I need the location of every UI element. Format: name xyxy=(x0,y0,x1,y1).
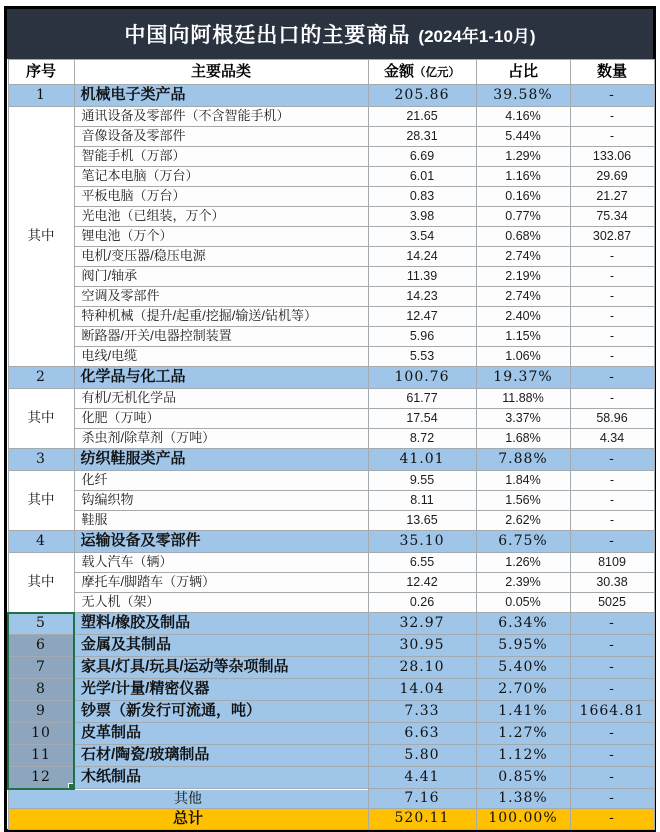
category-cell[interactable]: 智能手机（万部） xyxy=(74,147,368,167)
group-merged-cell[interactable]: 其中 xyxy=(8,553,74,613)
category-cell[interactable]: 金属及其制品 xyxy=(74,635,368,657)
category-cell[interactable]: 平板电脑（万台） xyxy=(74,187,368,207)
qty-cell[interactable]: - xyxy=(570,449,654,471)
sub-item-row xyxy=(8,511,654,531)
category-cell[interactable]: 化学品与化工品 xyxy=(74,367,368,389)
category-cell[interactable]: 锂电池（万个） xyxy=(74,227,368,247)
sub-item-row xyxy=(8,167,654,187)
amount-cell[interactable]: 6.01 xyxy=(368,167,476,187)
amount-cell[interactable]: 6.63 xyxy=(368,723,476,745)
share-cell[interactable]: 39.58% xyxy=(476,85,570,107)
category-cell[interactable]: 石材/陶瓷/玻璃制品 xyxy=(74,745,368,767)
amount-cell[interactable]: 205.86 xyxy=(368,85,476,107)
qty-cell[interactable]: - xyxy=(570,247,654,267)
share-cell[interactable]: 2.74% xyxy=(476,247,570,267)
sub-item-row xyxy=(8,267,654,287)
share-cell[interactable]: 3.37% xyxy=(476,409,570,429)
share-cell[interactable]: 6.34% xyxy=(476,613,570,635)
sub-item-row xyxy=(8,247,654,267)
sub-item-row xyxy=(8,207,654,227)
amount-cell[interactable]: 520.11 xyxy=(368,809,476,830)
amount-cell[interactable]: 100.76 xyxy=(368,367,476,389)
header-row xyxy=(8,60,654,85)
table-title-period: (2024年1-10月) xyxy=(418,26,536,46)
category-cell[interactable]: 塑料/橡胶及制品 xyxy=(74,613,368,635)
sub-item-row xyxy=(8,389,654,409)
sub-item-row xyxy=(8,287,654,307)
amount-cell[interactable]: 8.11 xyxy=(368,491,476,511)
category-cell[interactable]: 机械电子类产品 xyxy=(74,85,368,107)
amount-cell[interactable]: 0.26 xyxy=(368,593,476,613)
category-cell[interactable]: 杀虫剂/除草剂（万吨） xyxy=(74,429,368,449)
seq-cell[interactable]: 11 xyxy=(8,745,74,767)
category-cell[interactable]: 电机/变压器/稳压电源 xyxy=(74,247,368,267)
share-cell[interactable]: 4.16% xyxy=(476,107,570,127)
amount-cell[interactable]: 7.16 xyxy=(368,789,476,809)
share-cell[interactable]: 6.75% xyxy=(476,531,570,553)
spreadsheet-table-frame xyxy=(4,6,656,832)
share-cell[interactable]: 0.77% xyxy=(476,207,570,227)
amount-cell[interactable]: 17.54 xyxy=(368,409,476,429)
amount-cell[interactable]: 14.04 xyxy=(368,679,476,701)
seq-cell[interactable]: 4 xyxy=(8,531,74,553)
qty-cell[interactable]: - xyxy=(570,635,654,657)
share-cell[interactable]: 1.12% xyxy=(476,745,570,767)
share-cell[interactable]: 1.68% xyxy=(476,429,570,449)
amount-unit-label: （亿元） xyxy=(414,66,460,79)
share-cell[interactable]: 2.70% xyxy=(476,679,570,701)
qty-cell[interactable]: 29.69 xyxy=(570,167,654,187)
sub-item-row xyxy=(8,409,654,429)
seq-cell[interactable]: 5 xyxy=(8,613,74,635)
sub-item-row xyxy=(8,593,654,613)
qty-cell[interactable]: - xyxy=(570,511,654,531)
amount-cell[interactable]: 8.72 xyxy=(368,429,476,449)
col-header-qty[interactable]: 数量 xyxy=(570,60,654,85)
amount-cell[interactable]: 9.55 xyxy=(368,471,476,491)
share-cell[interactable]: 0.68% xyxy=(476,227,570,247)
amount-cell[interactable]: 28.10 xyxy=(368,657,476,679)
amount-cell[interactable]: 0.83 xyxy=(368,187,476,207)
share-cell[interactable]: 0.16% xyxy=(476,187,570,207)
seq-cell[interactable]: 8 xyxy=(8,679,74,701)
sub-item-row xyxy=(8,471,654,491)
qty-cell[interactable]: - xyxy=(570,767,654,789)
sub-item-row xyxy=(8,553,654,573)
qty-cell[interactable]: - xyxy=(570,809,654,830)
amount-cell[interactable]: 61.77 xyxy=(368,389,476,409)
category-cell[interactable]: 载人汽车（辆） xyxy=(74,553,368,573)
category-cell[interactable]: 摩托车/脚踏车（万辆） xyxy=(74,573,368,593)
qty-cell[interactable]: - xyxy=(570,789,654,809)
group-merged-cell[interactable]: 其中 xyxy=(8,471,74,531)
qty-cell[interactable]: - xyxy=(570,613,654,635)
category-cell[interactable]: 阀门/轴承 xyxy=(74,267,368,287)
total-row xyxy=(8,809,654,830)
category-cell[interactable]: 皮革制品 xyxy=(74,723,368,745)
qty-cell[interactable]: 21.27 xyxy=(570,187,654,207)
share-cell[interactable]: 1.41% xyxy=(476,701,570,723)
share-cell[interactable]: 0.05% xyxy=(476,593,570,613)
share-cell[interactable]: 1.15% xyxy=(476,327,570,347)
amount-cell[interactable]: 11.39 xyxy=(368,267,476,287)
col-header-seq[interactable]: 序号 xyxy=(8,60,74,85)
sub-item-row xyxy=(8,107,654,127)
amount-cell[interactable]: 4.41 xyxy=(368,767,476,789)
seq-cell[interactable]: 7 xyxy=(8,657,74,679)
qty-cell[interactable]: - xyxy=(570,657,654,679)
qty-cell[interactable]: 4.34 xyxy=(570,429,654,449)
qty-cell[interactable]: 75.34 xyxy=(570,207,654,227)
col-header-category[interactable]: 主要品类 xyxy=(74,60,368,85)
share-cell[interactable]: 1.84% xyxy=(476,471,570,491)
category-cell[interactable]: 鞋服 xyxy=(74,511,368,531)
category-cell[interactable]: 运输设备及零部件 xyxy=(74,531,368,553)
total-label-cell[interactable]: 总计 xyxy=(8,809,368,830)
category-cell[interactable]: 特种机械（提升/起重/挖掘/输送/钻机等） xyxy=(74,307,368,327)
category-cell[interactable]: 无人机（架） xyxy=(74,593,368,613)
category-row xyxy=(8,679,654,701)
category-cell[interactable]: 化纤 xyxy=(74,471,368,491)
amount-cell[interactable]: 14.23 xyxy=(368,287,476,307)
qty-cell[interactable]: - xyxy=(570,745,654,767)
amount-cell[interactable]: 12.42 xyxy=(368,573,476,593)
category-cell[interactable]: 化肥（万吨） xyxy=(74,409,368,429)
sub-item-row xyxy=(8,227,654,247)
share-cell[interactable]: 2.19% xyxy=(476,267,570,287)
seq-cell[interactable]: 10 xyxy=(8,723,74,745)
category-row xyxy=(8,85,654,107)
other-label-cell[interactable]: 其他 xyxy=(8,789,368,809)
category-cell[interactable]: 木纸制品 xyxy=(74,767,368,789)
category-cell[interactable]: 光学/计量/精密仪器 xyxy=(74,679,368,701)
amount-header-label: 金额 xyxy=(383,62,414,80)
share-cell[interactable]: 1.16% xyxy=(476,167,570,187)
amount-cell[interactable]: 32.97 xyxy=(368,613,476,635)
qty-cell[interactable]: - xyxy=(570,367,654,389)
qty-cell[interactable]: - xyxy=(570,347,654,367)
share-cell[interactable]: 11.88% xyxy=(476,389,570,409)
amount-cell[interactable]: 41.01 xyxy=(368,449,476,471)
export-table xyxy=(7,59,655,830)
category-row xyxy=(8,723,654,745)
sub-item-row xyxy=(8,429,654,449)
share-cell[interactable]: 2.74% xyxy=(476,287,570,307)
category-cell[interactable]: 笔记本电脑（万台） xyxy=(74,167,368,187)
category-cell[interactable]: 电线/电缆 xyxy=(74,347,368,367)
share-cell[interactable]: 5.44% xyxy=(476,127,570,147)
amount-cell[interactable]: 6.55 xyxy=(368,553,476,573)
share-cell[interactable]: 19.37% xyxy=(476,367,570,389)
qty-cell[interactable]: - xyxy=(570,531,654,553)
category-cell[interactable]: 光电池（已组装，万个） xyxy=(74,207,368,227)
amount-cell[interactable]: 3.98 xyxy=(368,207,476,227)
share-cell[interactable]: 100.00% xyxy=(476,809,570,830)
qty-cell[interactable]: - xyxy=(570,107,654,127)
amount-cell[interactable]: 14.24 xyxy=(368,247,476,267)
sub-item-row xyxy=(8,147,654,167)
category-row xyxy=(8,367,654,389)
category-cell[interactable]: 家具/灯具/玩具/运动等杂项制品 xyxy=(74,657,368,679)
seq-cell[interactable]: 2 xyxy=(8,367,74,389)
share-cell[interactable]: 5.40% xyxy=(476,657,570,679)
qty-cell[interactable]: - xyxy=(570,127,654,147)
qty-cell[interactable]: - xyxy=(570,389,654,409)
category-cell[interactable]: 音像设备及零部件 xyxy=(74,127,368,147)
qty-cell[interactable]: - xyxy=(570,723,654,745)
sub-item-row xyxy=(8,491,654,511)
category-cell[interactable]: 纺织鞋服类产品 xyxy=(74,449,368,471)
share-cell[interactable]: 1.38% xyxy=(476,789,570,809)
amount-cell[interactable]: 21.65 xyxy=(368,107,476,127)
qty-cell[interactable]: - xyxy=(570,491,654,511)
category-cell[interactable]: 钞票（新发行可流通，吨） xyxy=(74,701,368,723)
amount-cell[interactable]: 13.65 xyxy=(368,511,476,531)
share-cell[interactable]: 1.56% xyxy=(476,491,570,511)
qty-cell[interactable]: - xyxy=(570,471,654,491)
amount-cell[interactable]: 12.47 xyxy=(368,307,476,327)
amount-cell[interactable]: 30.95 xyxy=(368,635,476,657)
category-row xyxy=(8,531,654,553)
qty-cell[interactable]: 30.38 xyxy=(570,573,654,593)
sub-item-row xyxy=(8,187,654,207)
amount-cell[interactable]: 3.54 xyxy=(368,227,476,247)
amount-cell[interactable]: 5.96 xyxy=(368,327,476,347)
qty-cell[interactable]: 302.87 xyxy=(570,227,654,247)
qty-cell[interactable]: - xyxy=(570,85,654,107)
qty-cell[interactable]: - xyxy=(570,327,654,347)
share-cell[interactable]: 2.40% xyxy=(476,307,570,327)
sub-item-row xyxy=(8,573,654,593)
sub-item-row xyxy=(8,307,654,327)
other-row xyxy=(8,789,654,809)
table-title: 中国向阿根廷出口的主要商品 xyxy=(124,24,411,47)
category-row xyxy=(8,701,654,723)
share-cell[interactable]: 1.26% xyxy=(476,553,570,573)
qty-cell[interactable]: - xyxy=(570,307,654,327)
category-cell[interactable]: 断路器/开关/电器控制装置 xyxy=(74,327,368,347)
category-row xyxy=(8,449,654,471)
group-merged-cell[interactable]: 其中 xyxy=(8,107,74,367)
share-cell[interactable]: 2.62% xyxy=(476,511,570,531)
qty-cell[interactable]: - xyxy=(570,267,654,287)
category-cell[interactable]: 空调及零部件 xyxy=(74,287,368,307)
qty-cell[interactable]: 133.06 xyxy=(570,147,654,167)
amount-cell[interactable]: 28.31 xyxy=(368,127,476,147)
sub-item-row xyxy=(8,347,654,367)
share-cell[interactable]: 5.95% xyxy=(476,635,570,657)
seq-cell[interactable]: 12 xyxy=(8,767,74,789)
group-merged-cell[interactable]: 其中 xyxy=(8,389,74,449)
amount-cell[interactable]: 7.33 xyxy=(368,701,476,723)
share-cell[interactable]: 1.27% xyxy=(476,723,570,745)
amount-cell[interactable]: 6.69 xyxy=(368,147,476,167)
share-cell[interactable]: 2.39% xyxy=(476,573,570,593)
table-title-bar xyxy=(7,9,653,59)
share-cell[interactable]: 1.29% xyxy=(476,147,570,167)
category-row xyxy=(8,635,654,657)
share-cell[interactable]: 0.85% xyxy=(476,767,570,789)
qty-cell[interactable]: 5025 xyxy=(570,593,654,613)
amount-cell[interactable]: 5.53 xyxy=(368,347,476,367)
sub-item-row xyxy=(8,127,654,147)
qty-cell[interactable]: 8109 xyxy=(570,553,654,573)
category-row xyxy=(8,613,654,635)
qty-cell[interactable]: - xyxy=(570,287,654,307)
col-header-share[interactable]: 占比 xyxy=(476,60,570,85)
category-row xyxy=(8,745,654,767)
seq-cell[interactable]: 9 xyxy=(8,701,74,723)
category-cell[interactable]: 钩编织物 xyxy=(74,491,368,511)
category-cell[interactable]: 有机/无机化学品 xyxy=(74,389,368,409)
seq-cell[interactable]: 3 xyxy=(8,449,74,471)
sub-item-row xyxy=(8,327,654,347)
qty-cell[interactable]: 1664.81 xyxy=(570,701,654,723)
seq-cell[interactable]: 6 xyxy=(8,635,74,657)
seq-cell[interactable]: 1 xyxy=(8,85,74,107)
qty-cell[interactable]: - xyxy=(570,679,654,701)
category-row xyxy=(8,657,654,679)
amount-cell[interactable]: 5.80 xyxy=(368,745,476,767)
share-cell[interactable]: 1.06% xyxy=(476,347,570,367)
category-cell[interactable]: 通讯设备及零部件（不含智能手机） xyxy=(74,107,368,127)
amount-cell[interactable]: 35.10 xyxy=(368,531,476,553)
category-row xyxy=(8,767,654,789)
qty-cell[interactable]: 58.96 xyxy=(570,409,654,429)
col-header-amount[interactable] xyxy=(368,60,476,85)
share-cell[interactable]: 7.88% xyxy=(476,449,570,471)
